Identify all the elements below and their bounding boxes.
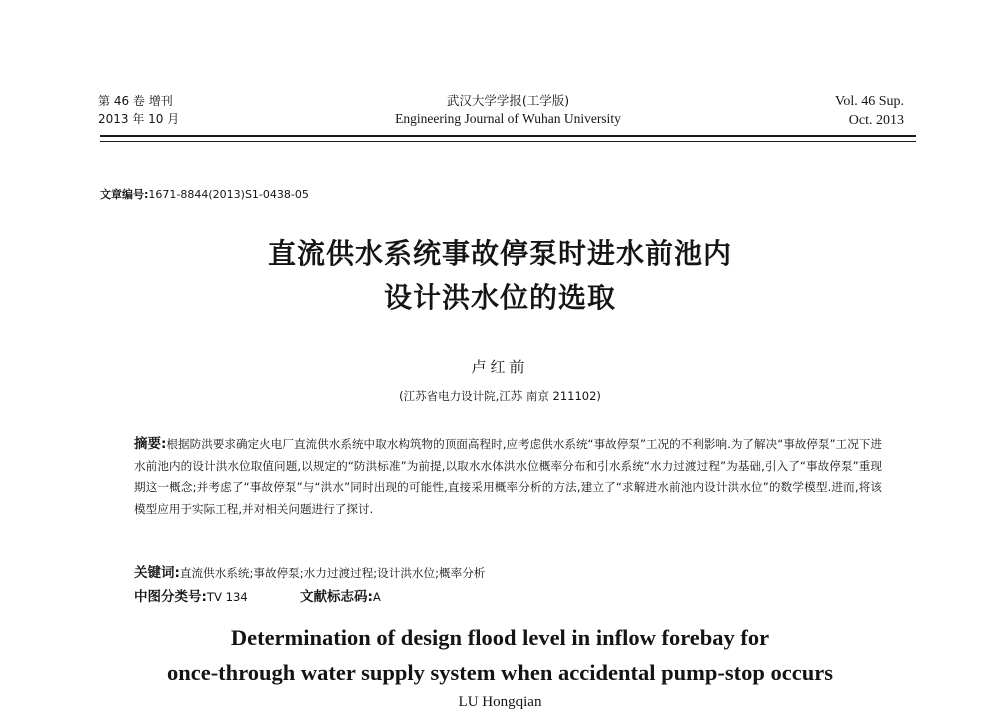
doc-code-value: A [372,590,381,604]
title-cn-line2: 设计洪水位的选取 [383,281,616,314]
clc-value: TV 134 [206,590,248,604]
doc-code-label: 文献标志码: [300,589,373,605]
article-number [100,186,309,202]
publication-date-en: Oct. 2013 [848,113,904,128]
clc-label: 中图分类号: [134,589,207,605]
header-rule-thick [100,135,916,137]
publication-date-cn: 2013 年 10 月 [98,112,180,126]
title-en-line2: once-through water supply system when accidental pump-stop occurs [166,660,834,685]
clc-number [134,585,248,605]
keywords-text: 直流供水系统;事故停泵;水力过渡过程;设计洪水位;概率分析 [179,566,486,580]
title-en-line1: Determination of design flood level in inflow forebay for [230,625,770,650]
journal-volume-info [98,92,179,128]
affiliation-cn: (江苏省电力设计院,江苏 南京 211102) [399,389,601,403]
volume-issue: 第 46 卷 增刊 [98,94,173,108]
abstract [134,434,882,521]
author-cn: 卢红前 [471,358,529,376]
journal-name-cn: 武汉大学学报(工学版) [446,93,570,108]
article-number-label: 文章编号: [100,188,149,201]
document-code [300,585,381,605]
journal-name-en: Engineering Journal of Wuhan University [395,111,621,126]
keywords-label: 关键词: [134,565,180,581]
journal-name [350,92,666,128]
author-en: LU Hongqian [458,694,542,710]
article-number-value: 1671-8844(2013)S1-0438-05 [148,188,309,201]
journal-volume-info-en [835,92,904,130]
title-cn-line1: 直流供水系统事故停泵时进水前池内 [267,237,732,270]
header-rule-thin [100,141,916,142]
abstract-text: 根据防洪要求确定火电厂直流供水系统中取水构筑物的顶面高程时,应考虑供水系统“事故停泵”工况的不利影响.为了解决“事故停泵”工况下进水前池内的设计洪水位取值问题,以规定的“防洪标准”为前提,以取水水体洪水位概率分布和引水系统“水力过渡过程”为基础,引入了“事故停泵”重现期这一概念;并考虑了“事故停泵”与“洪水”同时出现的可能性,直接采用概率分析的方法,建立了“求解进水前池内设计洪水位”的数学模型.进而,将该模型应用于实际工程,并对相关问题进行了探讨. [134,437,882,517]
title-cn [0,232,1000,320]
volume-issue-en: Vol. 46 Sup. [835,94,904,109]
title-en [0,620,1000,690]
abstract-label: 摘要: [134,436,167,452]
keywords [134,561,485,581]
